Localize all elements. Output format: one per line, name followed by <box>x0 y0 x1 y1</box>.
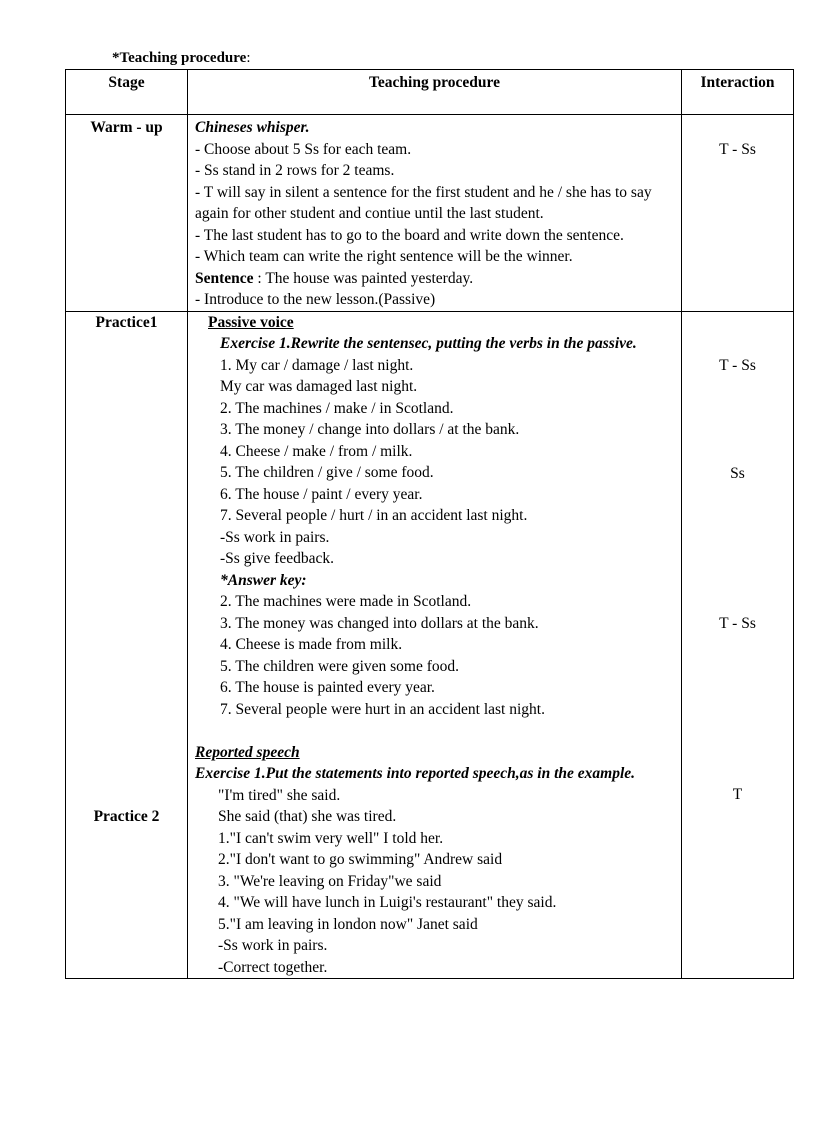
exercise2-line: 3. "We're leaving on Friday"we said <box>218 872 442 890</box>
stage-warmup: Warm - up <box>90 119 163 136</box>
exercise2-line: She said (that) she was tired. <box>218 808 397 825</box>
warmup-line: - Choose about 5 Ss for each team. <box>195 140 412 158</box>
table-header-row <box>66 70 794 115</box>
section-heading-text: *Teaching procedure <box>112 50 247 66</box>
teaching-procedure-table <box>65 69 794 979</box>
exercise2-line: 5."I am leaving in london now" Janet said <box>218 915 478 933</box>
sentence-label: Sentence <box>195 269 254 287</box>
procedure-cell-warmup <box>188 115 682 312</box>
exercise1-line: 3. The money / change into dollars / at the bank. <box>220 421 520 438</box>
exercise1-line: My car was damaged last night. <box>220 378 418 395</box>
exercise2-line: 2."I don't want to go swimming" Andrew said <box>218 851 503 868</box>
answer-line: 4. Cheese is made from milk. <box>220 636 403 653</box>
passive-voice-title: Passive voice <box>208 313 294 331</box>
answer-line: 5. The children were given some food. <box>220 657 460 675</box>
exercise1-line: 4. Cheese / make / from / milk. <box>220 442 413 460</box>
interaction-practice2: T <box>732 785 743 803</box>
sentence-text: : The house was painted yesterday. <box>253 269 474 287</box>
reported-speech-title: Reported speech <box>195 743 300 761</box>
warmup-line: - T will say in silent a sentence for the first student and he / she has to say again for other student and contiue until the last student. <box>195 183 652 222</box>
exercise2-line: -Ss work in pairs. <box>218 937 328 954</box>
answer-line: 7. Several people were hurt in an accident last night. <box>220 700 545 718</box>
warmup-sentence <box>195 268 681 290</box>
exercise1-line: 2. The machines / make / in Scotland. <box>220 399 454 417</box>
answer-line: 2. The machines were made in Scotland. <box>220 593 472 610</box>
interaction-practice1-b: Ss <box>730 464 745 482</box>
exercise1-line: -Ss work in pairs. <box>220 528 330 546</box>
stage-practice1: Practice1 <box>95 313 158 331</box>
warmup-line: - Ss stand in 2 rows for 2 teams. <box>195 162 395 179</box>
warmup-line: - Which team can write the right sentence will be the winner. <box>195 248 573 265</box>
warmup-title: Chineses whisper. <box>195 119 310 136</box>
exercise2-line: 1."I can't swim very well" I told her. <box>218 829 444 847</box>
interaction-practice1-c: T - Ss <box>719 614 756 632</box>
header-stage: Stage <box>66 70 188 115</box>
interaction-cell-warmup <box>682 115 794 312</box>
answer-line: 3. The money was changed into dollars at the bank. <box>220 614 539 632</box>
warmup-intro: - Introduce to the new lesson.(Passive) <box>195 291 436 308</box>
exercise2-line: "I'm tired" she said. <box>218 786 341 804</box>
exercise2-title: Exercise 1.Put the statements into reported speech,as in the example. <box>195 765 636 782</box>
stage-practice2: Practice 2 <box>93 807 160 825</box>
exercise1-line: 6. The house / paint / every year. <box>220 485 423 503</box>
table-row-warmup <box>66 115 794 312</box>
warmup-line: - The last student has to go to the board and write down the sentence. <box>195 226 624 244</box>
exercise1-line: 7. Several people / hurt / in an accident last night. <box>220 507 528 524</box>
interaction-practice1-a: T - Ss <box>719 356 756 374</box>
answer-line: 6. The house is painted every year. <box>220 679 435 696</box>
exercise1-line: 1. My car / damage / last night. <box>220 356 414 374</box>
exercise1-line: 5. The children / give / some food. <box>220 464 434 481</box>
interaction-cell-practice <box>682 311 794 979</box>
section-heading <box>112 50 251 67</box>
header-interaction: Interaction <box>682 70 794 115</box>
section-heading-colon: : <box>246 50 251 66</box>
header-procedure: Teaching procedure <box>188 70 682 115</box>
exercise1-line: -Ss give feedback. <box>220 550 335 567</box>
stage-cell-warmup <box>66 115 188 312</box>
exercise2-line: -Correct together. <box>218 958 328 976</box>
stage-cell-practice <box>66 311 188 979</box>
exercise1-title: Exercise 1.Rewrite the sentensec, putting the verbs in the passive. <box>220 335 637 352</box>
exercise2-line: 4. "We will have lunch in Luigi's restaurant" they said. <box>218 894 557 911</box>
procedure-cell-practice <box>188 311 682 979</box>
table-row-practice <box>66 311 794 979</box>
interaction-warmup: T - Ss <box>719 141 756 158</box>
answer-key-title: *Answer key: <box>220 571 307 589</box>
